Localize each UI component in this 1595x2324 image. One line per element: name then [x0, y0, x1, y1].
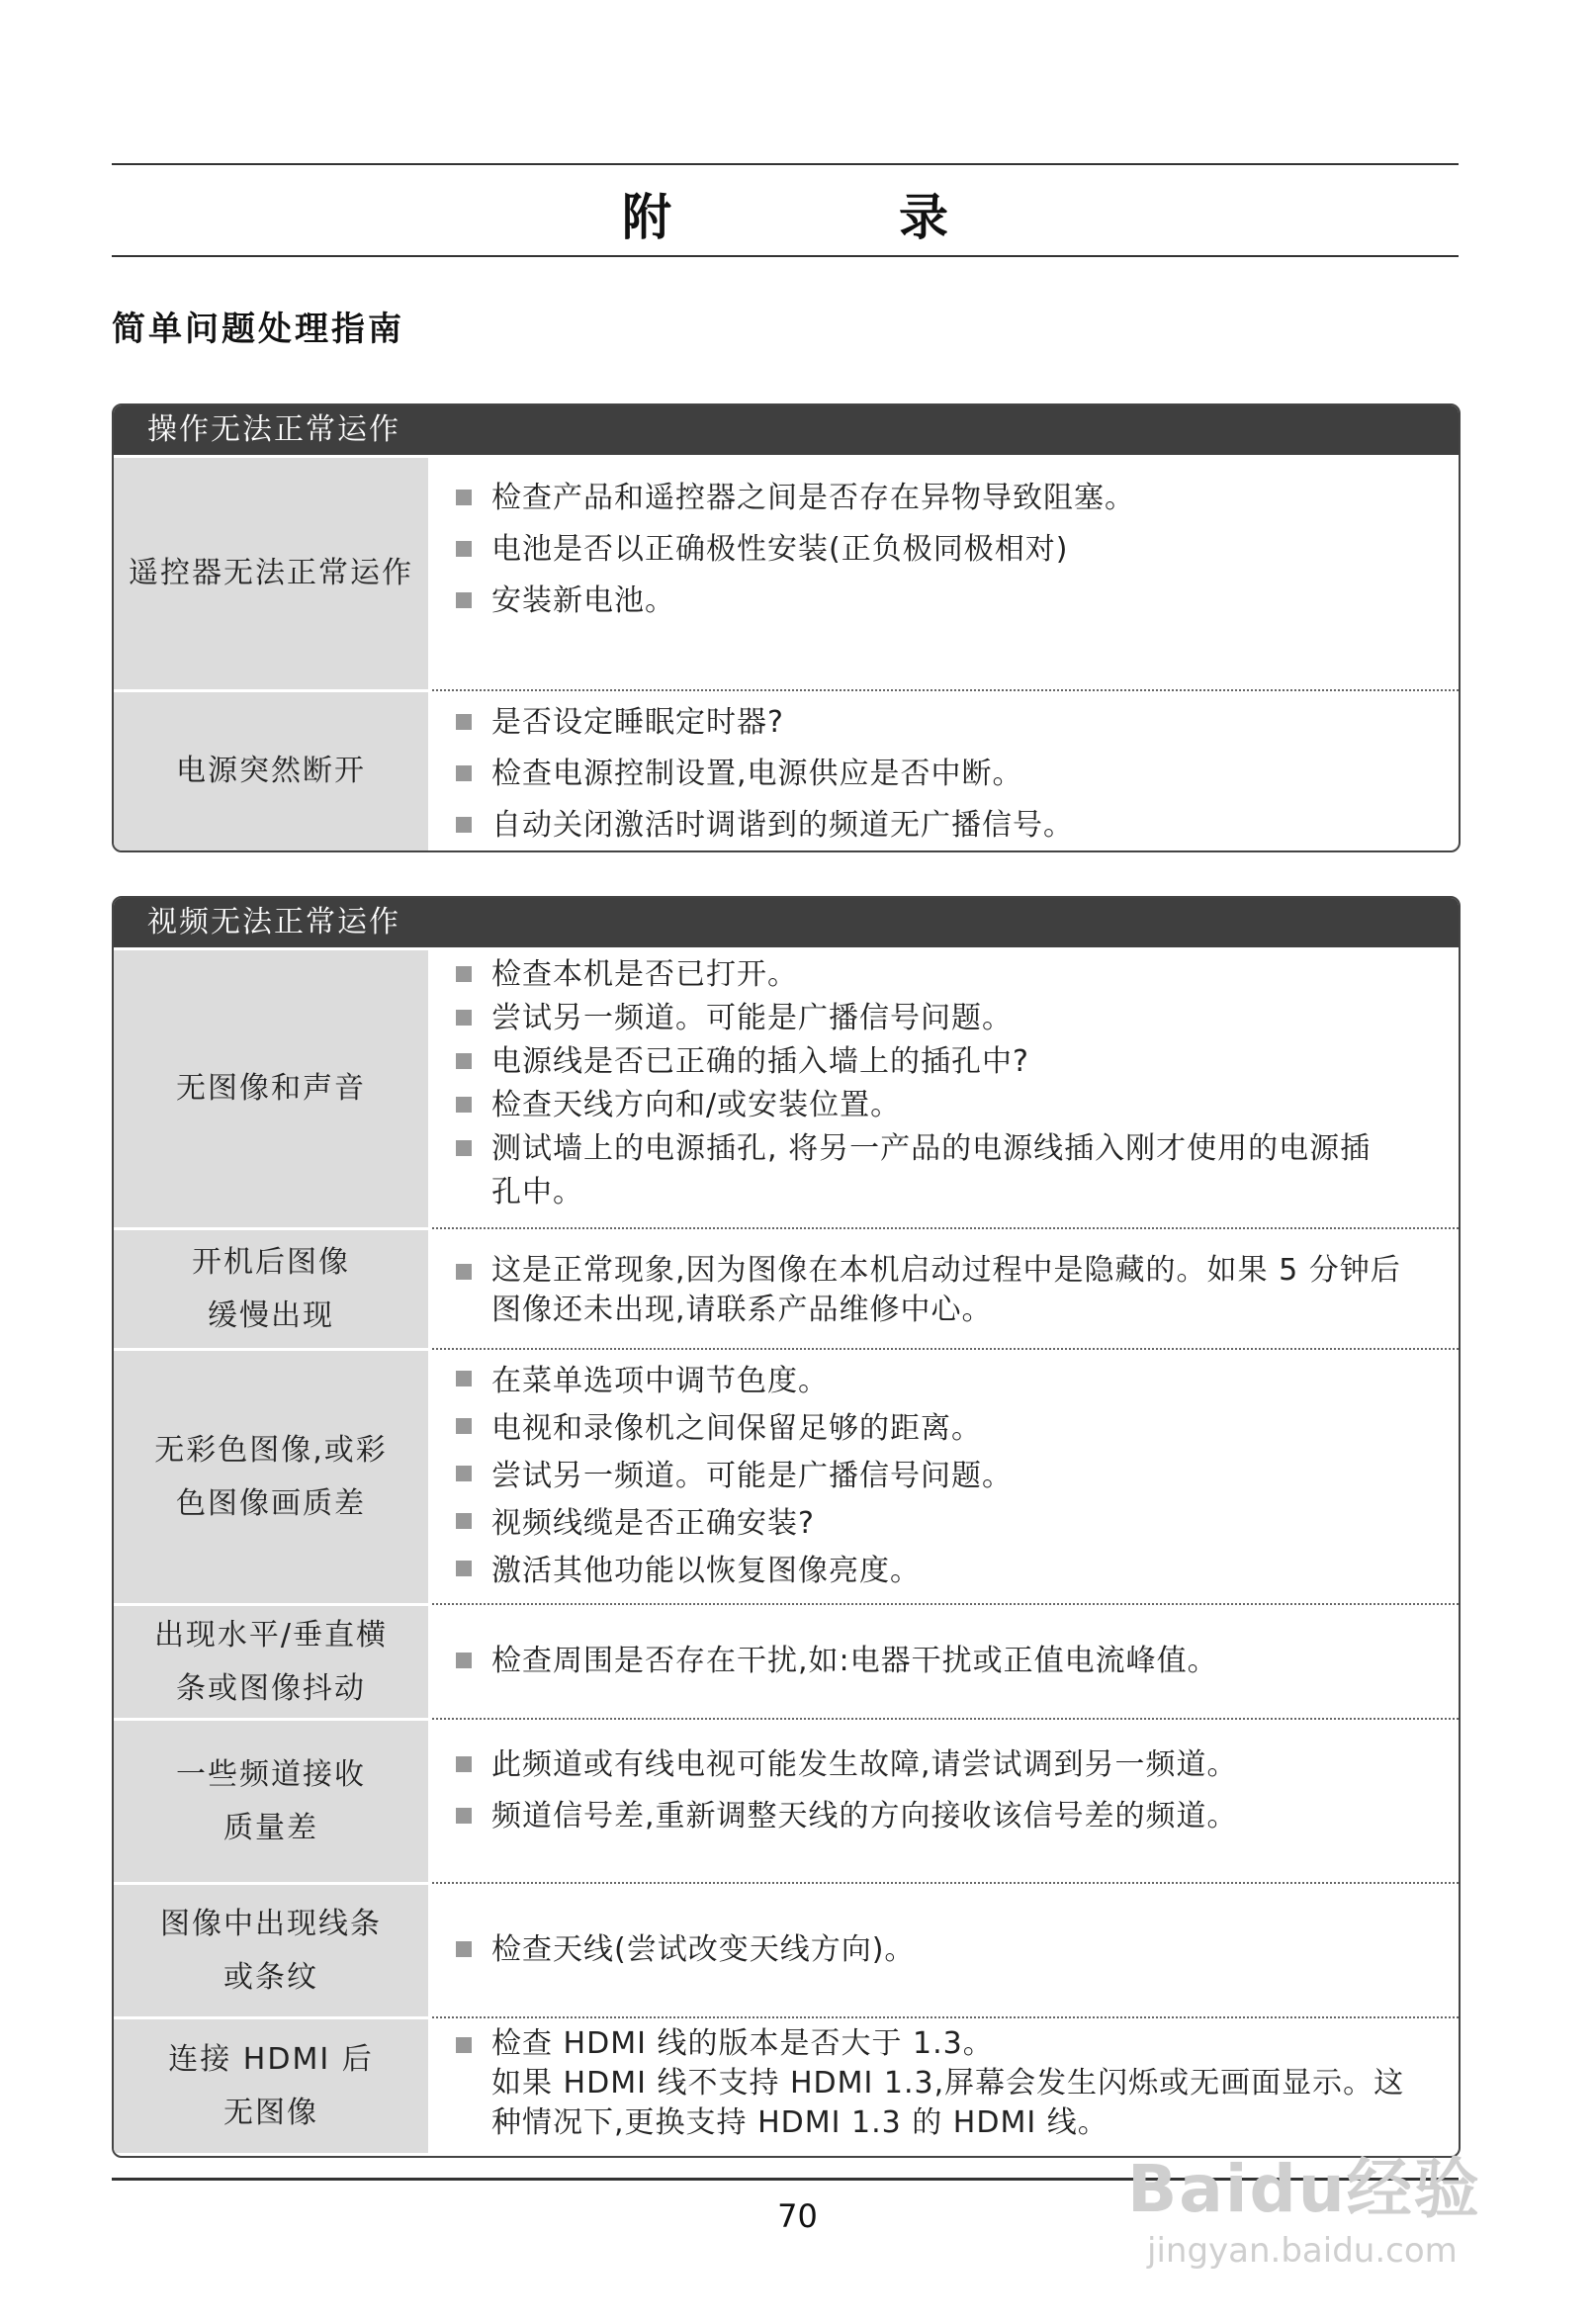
table-row [114, 455, 1459, 689]
page-title: 附 录 [622, 189, 1037, 246]
solution-list [432, 1603, 1459, 1718]
watermark-logo: Baidu经验 [1127, 2151, 1481, 2227]
problem-label [114, 1882, 428, 2016]
problem-label-line: 无彩色图像,或彩 [154, 1432, 388, 1468]
solution-item: 尝试另一频道。可能是广播信号问题。 [452, 1453, 1419, 1500]
watermark-url: jingyan.baidu.com [1147, 2231, 1458, 2271]
solution-item-continued: 种情况下,更换支持 HDMI 1.3 的 HDMI 线。 [491, 2105, 1108, 2140]
solution-item: 电视和录像机之间保留足够的距离。 [452, 1405, 1419, 1453]
operation-panel [112, 403, 1461, 852]
table-row [114, 947, 1459, 1227]
table-row [114, 1718, 1459, 1882]
solution-item: 检查周围是否存在干扰,如:电器干扰或正值电流峰值。 [452, 1640, 1419, 1683]
problem-label [114, 1348, 428, 1603]
problem-label-line: 一些频道接收 [176, 1756, 366, 1792]
table-row [114, 1348, 1459, 1603]
problem-label [114, 2016, 428, 2153]
problem-label-line: 连接 HDMI 后 [168, 2041, 374, 2077]
solution-list [432, 1227, 1459, 1348]
solution-item: 视频线缆是否正确安装? [452, 1500, 1419, 1548]
solution-item-continued: 如果 HDMI 线不支持 HDMI 1.3,屏幕会发生闪烁或无画面显示。这 [491, 2066, 1405, 2101]
problem-label-line: 或条纹 [223, 1959, 318, 1995]
solution-list [432, 2016, 1459, 2153]
page-number: 70 [777, 2197, 818, 2235]
problem-label: 遥控器无法正常运作 [114, 455, 428, 689]
problem-label-line: 开机后图像 [192, 1244, 350, 1280]
solution-item: 这是正常现象,因为图像在本机启动过程中是隐藏的。如果 5 分钟后 [452, 1251, 1419, 1291]
solution-item: 激活其他功能以恢复图像亮度。 [452, 1548, 1419, 1595]
problem-label [114, 1227, 428, 1348]
problem-label-line: 质量差 [223, 1810, 318, 1845]
solution-item: 检查本机是否已打开。 [452, 953, 1419, 997]
problem-label [114, 1718, 428, 1882]
solution-item: 电源线是否已正确的插入墙上的插孔中? [452, 1040, 1419, 1084]
solution-item: 是否设定睡眠定时器? [452, 701, 1419, 745]
problem-label-line: 图像中出现线条 [160, 1906, 382, 1941]
table-row [114, 2016, 1459, 2153]
title-rule [112, 255, 1459, 257]
problem-label [114, 1603, 428, 1718]
solution-list [432, 1718, 1459, 1882]
video-panel [112, 896, 1461, 2158]
solution-item: 检查 HDMI 线的版本是否大于 1.3。 [452, 2024, 1419, 2064]
top-rule [112, 163, 1459, 165]
solution-item: 检查天线方向和/或安装位置。 [452, 1084, 1419, 1127]
solution-item: 频道信号差,重新调整天线的方向接收该信号差的频道。 [452, 1795, 1419, 1838]
solution-item: 在菜单选项中调节色度。 [452, 1358, 1419, 1405]
solution-item: 自动关闭激活时调谐到的频道无广播信号。 [452, 804, 1419, 848]
problem-label-line: 出现水平/垂直横 [153, 1617, 389, 1653]
solution-item: 尝试另一频道。可能是广播信号问题。 [452, 997, 1419, 1040]
solution-list [432, 455, 1459, 689]
solution-item: 检查产品和遥控器之间是否存在异物导致阻塞。 [452, 477, 1419, 520]
problem-label: 无图像和声音 [114, 947, 428, 1227]
problem-label: 电源突然断开 [114, 689, 428, 850]
solution-list [432, 1882, 1459, 2016]
solution-item: 电池是否以正确极性安装(正负极同极相对) [452, 528, 1419, 572]
table-row [114, 689, 1459, 850]
solution-item: 检查电源控制设置,电源供应是否中断。 [452, 753, 1419, 796]
solution-item-continued: 图像还未出现,请联系产品维修中心。 [491, 1293, 993, 1327]
problem-label-line: 条或图像抖动 [175, 1670, 366, 1706]
solution-item: 测试墙上的电源插孔, 将另一产品的电源线插入刚才使用的电源插 [452, 1127, 1419, 1171]
table-row [114, 1227, 1459, 1348]
solution-item: 安装新电池。 [452, 580, 1419, 623]
table-row [114, 1882, 1459, 2016]
section-title: 简单问题处理指南 [112, 310, 404, 349]
solution-list [432, 947, 1459, 1227]
operation-panel-header: 操作无法正常运作 [114, 405, 1459, 455]
solution-item: 此频道或有线电视可能发生故障,请尝试调到另一频道。 [452, 1743, 1419, 1787]
problem-label-line: 缓慢出现 [208, 1297, 334, 1333]
solution-item: 检查天线(尝试改变天线方向)。 [452, 1928, 1419, 1972]
problem-label-line: 无图像 [223, 2095, 318, 2130]
problem-label-line: 色图像画质差 [175, 1485, 366, 1521]
baidu-watermark [1127, 2136, 1523, 2284]
table-row [114, 1603, 1459, 1718]
solution-item-continued: 孔中。 [491, 1175, 583, 1209]
video-panel-header: 视频无法正常运作 [114, 898, 1459, 947]
solution-list [432, 689, 1459, 850]
solution-list [432, 1348, 1459, 1603]
